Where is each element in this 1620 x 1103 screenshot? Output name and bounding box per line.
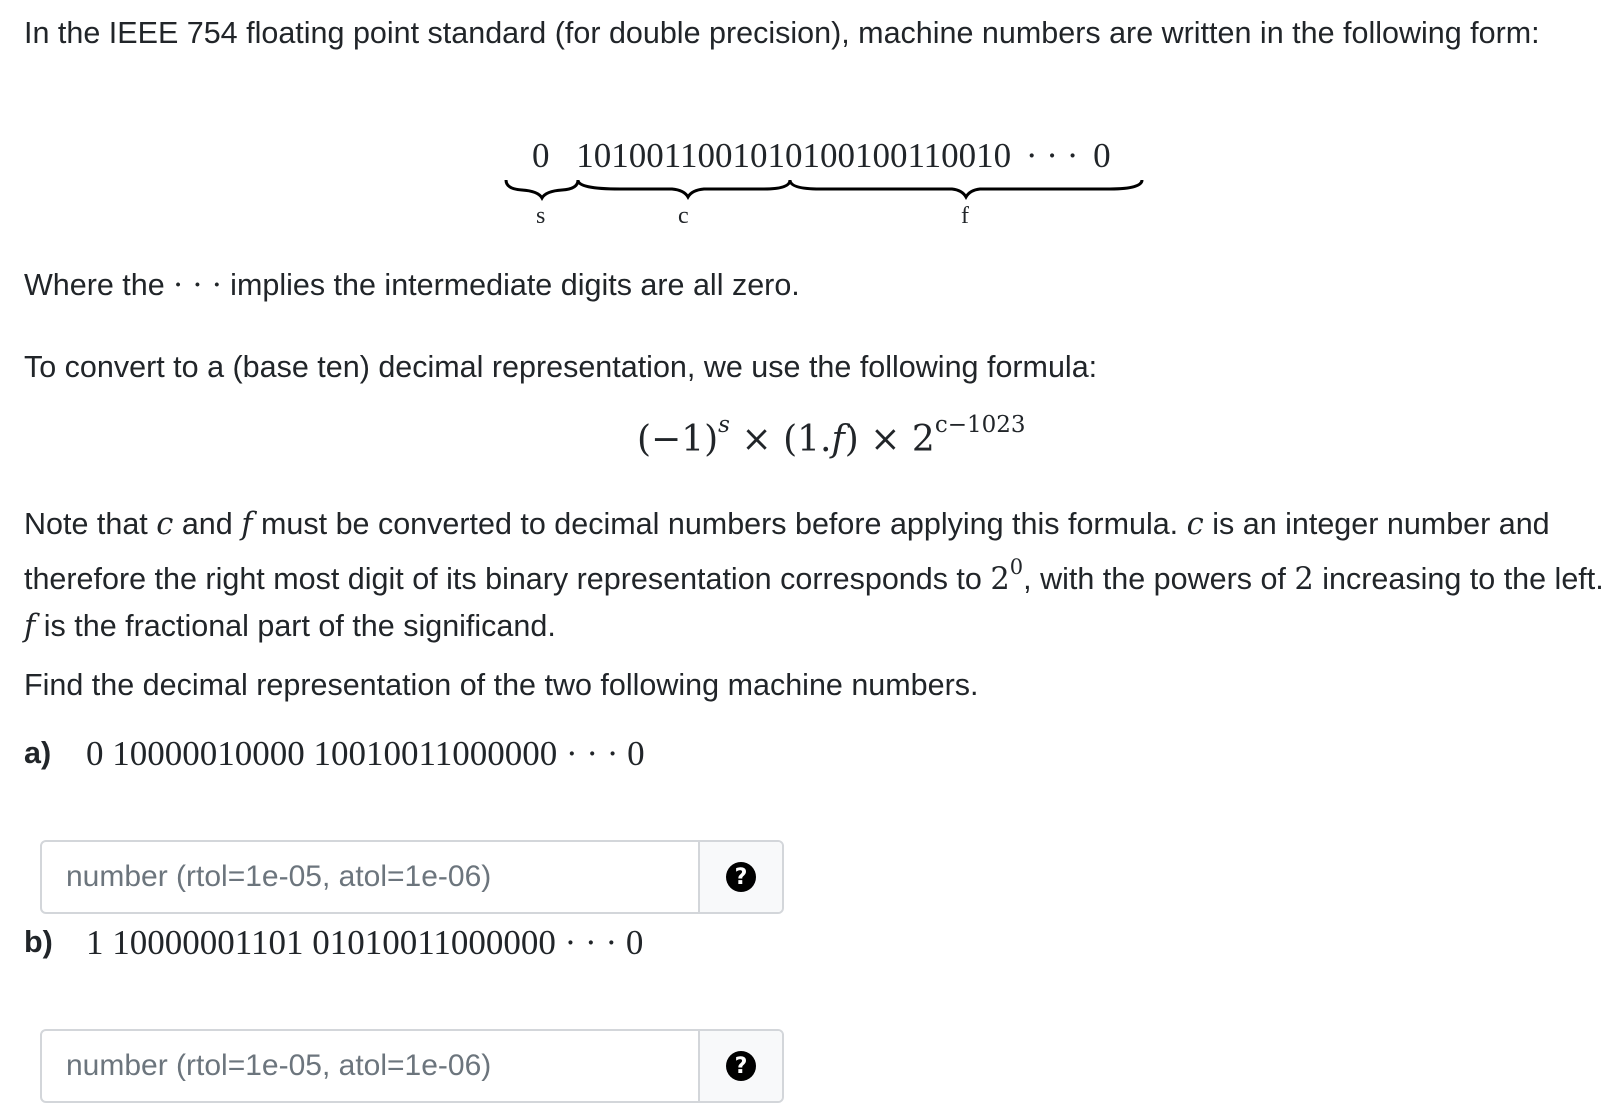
part-b-input-group <box>40 1029 784 1103</box>
find-text: Find the decimal representation of the two following machine numbers. <box>24 668 979 702</box>
ellipsis-note-dots: · · · <box>173 268 222 303</box>
intro-text: In the IEEE 754 floating point standard (for double precision), machine numbers are written in the following form: <box>24 16 1540 50</box>
note-var-f: f <box>241 507 253 542</box>
note-var-c: c <box>156 507 174 542</box>
help-icon: ? <box>726 862 756 892</box>
note-text-7: is the fractional part of the significand. <box>43 609 556 644</box>
note-zero: 0 <box>1009 555 1024 579</box>
note-two-power-zero <box>990 555 1024 598</box>
part-a-bits: 0 10000010000 10010011000000 · · · 0 <box>86 734 645 773</box>
formula-two: 2 <box>911 419 935 460</box>
label-c: c <box>678 203 689 229</box>
formula-significand: (1. <box>783 419 832 460</box>
ellipsis-note-before: Where the <box>24 268 165 302</box>
formula-f: f <box>831 419 845 460</box>
sign-bit: 0 <box>532 136 550 175</box>
note-var-c-2: c <box>1186 507 1204 542</box>
note-two-2: 2 <box>1294 562 1314 598</box>
note-text-4: is an integer number and therefore the right most digit of its binary representation corresponds to <box>24 507 1550 597</box>
label-s: s <box>536 203 546 229</box>
note-var-f-2: f <box>24 609 36 645</box>
part-a-input-group <box>40 840 784 914</box>
note-text-2: and <box>181 507 233 541</box>
formula-times-1: × <box>741 419 772 460</box>
formula-close: ) <box>844 419 859 460</box>
part-a-answer-input[interactable] <box>42 842 698 912</box>
last-bit: 0 <box>1093 136 1111 175</box>
formula-exponent: c−1023 <box>934 412 1026 438</box>
note-text-6: increasing to the left. <box>1322 562 1604 597</box>
underbraces <box>0 0 1620 240</box>
formula-base: (−1) <box>637 419 719 460</box>
help-icon: ? <box>726 1051 756 1081</box>
note-text-1: Note that <box>24 507 148 541</box>
ellipsis: · · · <box>1025 136 1079 175</box>
formula-times-2: × <box>870 419 901 460</box>
part-b-bits: 1 10000001101 01010011000000 · · · 0 <box>86 923 644 962</box>
note-paragraph <box>24 501 1604 650</box>
label-f: f <box>961 203 969 229</box>
convert-text: To convert to a (base ten) decimal representation, we use the following formula: <box>24 350 1098 384</box>
ellipsis-note-after: implies the intermediate digits are all zero. <box>230 268 800 302</box>
brace-f <box>790 180 1142 197</box>
conversion-formula <box>637 412 1026 460</box>
part-b-label: b) <box>24 925 53 959</box>
brace-c <box>578 180 790 197</box>
formula-s-exponent: s <box>718 412 730 438</box>
brace-s <box>506 180 578 198</box>
note-two: 2 <box>990 562 1010 598</box>
part-a-help-button[interactable] <box>698 842 782 912</box>
note-text-3: must be converted to decimal numbers before applying this formula. <box>261 507 1179 541</box>
note-text-5: , with the powers of <box>1023 562 1286 597</box>
part-a-label: a) <box>24 736 52 770</box>
ellipsis-note <box>24 262 1604 309</box>
part-b-help-button[interactable] <box>698 1031 782 1101</box>
part-b-answer-input[interactable] <box>42 1031 698 1101</box>
exponent-fraction-bits: 1010011001010100100110010 <box>576 136 1012 175</box>
